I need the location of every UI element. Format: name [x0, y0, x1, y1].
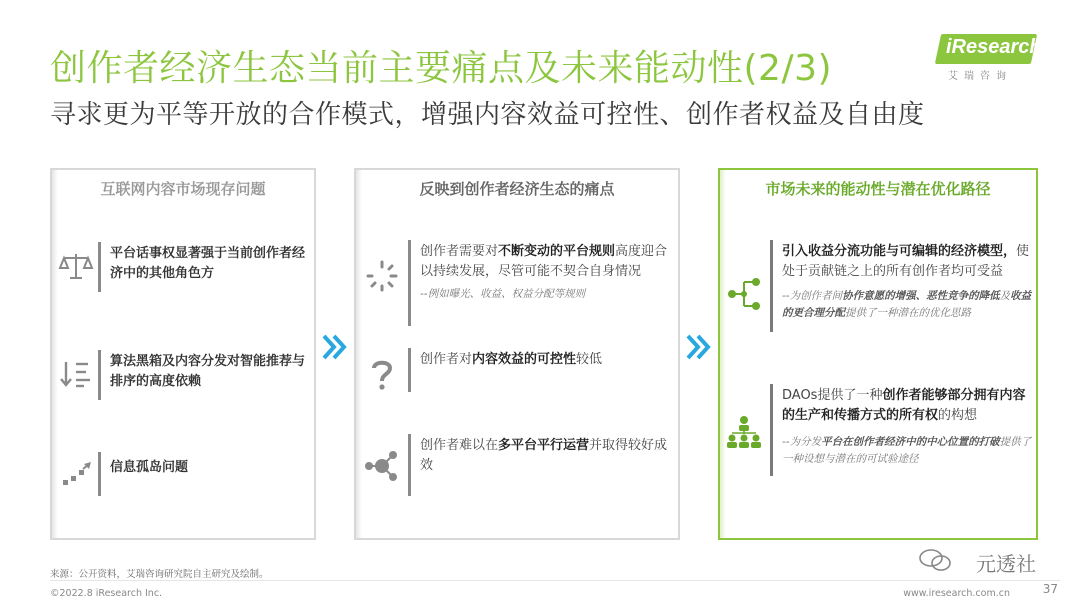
- panel-market-problems: [50, 168, 316, 540]
- problem-information-silo: 信息孤岛问题: [110, 460, 189, 475]
- logo-subtext: 艾瑞咨询: [948, 71, 1012, 82]
- iresearch-logo: [938, 34, 1042, 82]
- panel-caption: 市场未来的能动性与潜在优化路径: [765, 180, 991, 198]
- panel-caption: 反映到创作者经济生态的痛点: [419, 180, 615, 198]
- chevron-right-icon: [320, 332, 350, 362]
- panel-pain-points: [354, 168, 680, 540]
- scatter-arrow-icon: [58, 456, 94, 492]
- scales-icon: [58, 248, 94, 284]
- pain-platform-rules-note: --例如曝光、收益、权益分配等规则: [420, 288, 586, 300]
- logo-text: iResearch: [946, 36, 1042, 58]
- potential-daos-note: --为分发平台在创作者经济中的中心位置的打破提供了一种设想与潜在的可试验途径: [782, 436, 1032, 465]
- org-chart-icon: [726, 414, 762, 450]
- potential-daos: DAOs提供了一种创作者能够部分拥有内容的生产和传播方式的所有权的构想: [782, 388, 1026, 423]
- source-note: 来源：公开资料，艾瑞咨询研究院自主研究及绘制。: [50, 569, 269, 580]
- watermark: 元透社: [976, 552, 1036, 576]
- potential-revenue-split-note: --为创作者间协作意愿的增强、恶性竞争的降低及收益的更合理分配提供了一种潜在的优化思路: [782, 290, 1032, 319]
- wechat-icon: [918, 548, 952, 572]
- page-title: 创作者经济生态当前主要痛点及未来能动性(2/3): [50, 48, 833, 89]
- copyright: ©2022.8 iResearch Inc.: [50, 588, 163, 599]
- pain-platform-rules: 创作者需要对不断变动的平台规则高度迎合以持续发展，尽管可能不契合自身情况: [420, 244, 668, 279]
- pain-multi-platform: 创作者难以在多平台平行运营并取得较好成效: [420, 438, 668, 473]
- panel-caption: 互联网内容市场现存问题: [100, 180, 266, 198]
- chevron-right-icon: [684, 332, 714, 362]
- problem-algorithm-blackbox: 算法黑箱及内容分发对智能推荐与排序的高度依赖: [110, 354, 306, 389]
- problem-platform-power: 平台话事权显著强于当前创作者经济中的其他角色方: [110, 246, 306, 281]
- potential-revenue-split: 引入收益分流功能与可编辑的经济模型，使处于贡献链之上的所有创作者均可受益: [782, 244, 1030, 279]
- flow-nodes-icon: [726, 276, 762, 312]
- panel-future-potential: [718, 168, 1038, 540]
- network-node-icon: [364, 448, 400, 484]
- pain-content-control: 创作者对内容效益的可控性较低: [420, 352, 603, 367]
- question-mark-icon: [364, 356, 400, 392]
- page-number: 37: [1042, 582, 1058, 596]
- sort-list-icon: [58, 356, 94, 392]
- website-link[interactable]: www.iresearch.com.cn: [903, 588, 1010, 599]
- page-subtitle: 寻求更为平等开放的合作模式，增强内容效益可控性、创作者权益及自由度: [50, 100, 925, 130]
- loading-spinner-icon: [364, 258, 400, 294]
